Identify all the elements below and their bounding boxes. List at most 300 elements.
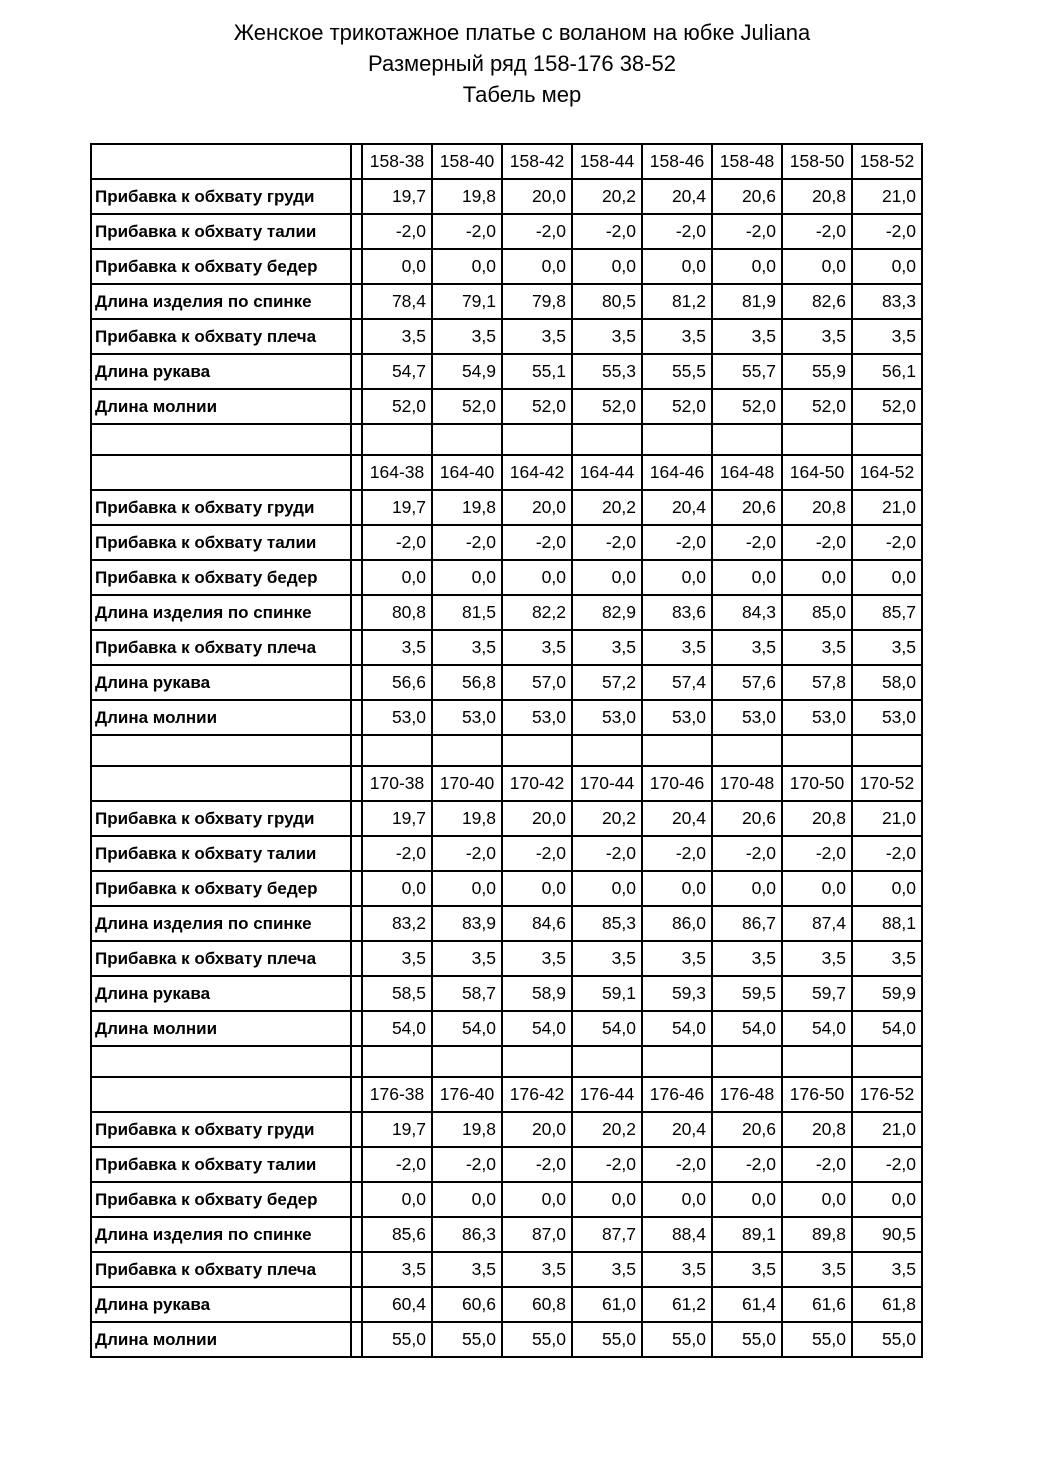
value-cell: 54,0 xyxy=(642,1011,712,1046)
value-cell: 87,4 xyxy=(782,906,852,941)
row-label: Длина рукава xyxy=(91,1287,351,1322)
value-cell: 19,7 xyxy=(362,179,432,214)
size-header-cell: 170-46 xyxy=(642,766,712,801)
value-cell: 61,6 xyxy=(782,1287,852,1322)
value-cell: 90,5 xyxy=(852,1217,922,1252)
value-cell: 54,0 xyxy=(782,1011,852,1046)
gap-cell xyxy=(351,144,362,179)
size-header-cell: 176-38 xyxy=(362,1077,432,1112)
value-cell: 61,4 xyxy=(712,1287,782,1322)
value-cell: 3,5 xyxy=(642,319,712,354)
gap-cell xyxy=(351,941,362,976)
value-cell: -2,0 xyxy=(712,214,782,249)
value-cell: 52,0 xyxy=(502,389,572,424)
value-cell: 55,3 xyxy=(572,354,642,389)
value-cell: -2,0 xyxy=(432,1147,502,1182)
value-cell: 52,0 xyxy=(362,389,432,424)
separator-cell xyxy=(852,735,922,766)
separator-cell xyxy=(362,424,432,455)
gap-cell xyxy=(351,1287,362,1322)
gap-cell xyxy=(351,766,362,801)
table-row xyxy=(91,941,922,976)
size-header-cell: 158-38 xyxy=(362,144,432,179)
value-cell: -2,0 xyxy=(502,1147,572,1182)
value-cell: 0,0 xyxy=(782,560,852,595)
table-separator xyxy=(91,1046,922,1077)
value-cell: 53,0 xyxy=(712,700,782,735)
value-cell: 55,0 xyxy=(852,1322,922,1357)
table-separator xyxy=(91,424,922,455)
value-cell: 20,0 xyxy=(502,1112,572,1147)
value-cell: -2,0 xyxy=(432,525,502,560)
value-cell: 3,5 xyxy=(502,319,572,354)
separator-cell xyxy=(642,1046,712,1077)
value-cell: 58,5 xyxy=(362,976,432,1011)
value-cell: 0,0 xyxy=(572,249,642,284)
value-cell: 59,1 xyxy=(572,976,642,1011)
value-cell: 0,0 xyxy=(642,560,712,595)
value-cell: 20,2 xyxy=(572,801,642,836)
value-cell: 61,8 xyxy=(852,1287,922,1322)
value-cell: 86,7 xyxy=(712,906,782,941)
value-cell: 20,8 xyxy=(782,801,852,836)
value-cell: 0,0 xyxy=(502,871,572,906)
value-cell: 19,8 xyxy=(432,179,502,214)
value-cell: 3,5 xyxy=(712,1252,782,1287)
row-label: Прибавка к обхвату груди xyxy=(91,1112,351,1147)
value-cell: 3,5 xyxy=(572,630,642,665)
table-row xyxy=(91,249,922,284)
table-row xyxy=(91,871,922,906)
value-cell: 52,0 xyxy=(432,389,502,424)
value-cell: -2,0 xyxy=(432,836,502,871)
size-header-row xyxy=(91,144,922,179)
value-cell: 83,2 xyxy=(362,906,432,941)
value-cell: 60,4 xyxy=(362,1287,432,1322)
row-label: Длина изделия по спинке xyxy=(91,595,351,630)
value-cell: 20,0 xyxy=(502,179,572,214)
value-cell: 3,5 xyxy=(852,630,922,665)
value-cell: 0,0 xyxy=(362,1182,432,1217)
value-cell: -2,0 xyxy=(642,836,712,871)
row-label: Длина молнии xyxy=(91,389,351,424)
separator-cell xyxy=(362,735,432,766)
value-cell: 85,7 xyxy=(852,595,922,630)
value-cell: 87,7 xyxy=(572,1217,642,1252)
value-cell: 89,8 xyxy=(782,1217,852,1252)
value-cell: -2,0 xyxy=(432,214,502,249)
value-cell: 61,0 xyxy=(572,1287,642,1322)
size-header-row xyxy=(91,1077,922,1112)
table-row xyxy=(91,389,922,424)
gap-cell xyxy=(351,1077,362,1112)
document-title: Женское трикотажное платье с воланом на юбке Juliana xyxy=(233,20,811,45)
value-cell: 54,0 xyxy=(362,1011,432,1046)
value-cell: -2,0 xyxy=(782,214,852,249)
separator-cell xyxy=(351,424,362,455)
value-cell: 54,0 xyxy=(852,1011,922,1046)
value-cell: 0,0 xyxy=(502,249,572,284)
value-cell: 20,6 xyxy=(712,179,782,214)
gap-cell xyxy=(351,1112,362,1147)
gap-cell xyxy=(351,595,362,630)
size-header-cell: 158-44 xyxy=(572,144,642,179)
value-cell: 19,8 xyxy=(432,801,502,836)
value-cell: 3,5 xyxy=(572,1252,642,1287)
value-cell: 58,7 xyxy=(432,976,502,1011)
value-cell: 21,0 xyxy=(852,179,922,214)
value-cell: 20,2 xyxy=(572,1112,642,1147)
value-cell: 55,0 xyxy=(572,1322,642,1357)
size-header-cell: 170-48 xyxy=(712,766,782,801)
value-cell: 19,7 xyxy=(362,1112,432,1147)
value-cell: -2,0 xyxy=(572,214,642,249)
size-header-cell: 158-48 xyxy=(712,144,782,179)
header-corner-cell xyxy=(91,1077,351,1112)
row-label: Прибавка к обхвату талии xyxy=(91,525,351,560)
value-cell: 87,0 xyxy=(502,1217,572,1252)
table-row xyxy=(91,836,922,871)
value-cell: 3,5 xyxy=(642,630,712,665)
value-cell: 53,0 xyxy=(642,700,712,735)
value-cell: 0,0 xyxy=(852,249,922,284)
gap-cell xyxy=(351,389,362,424)
value-cell: 0,0 xyxy=(432,871,502,906)
value-cell: -2,0 xyxy=(852,1147,922,1182)
row-label: Длина рукава xyxy=(91,665,351,700)
value-cell: 3,5 xyxy=(852,941,922,976)
value-cell: 82,6 xyxy=(782,284,852,319)
separator-cell xyxy=(432,735,502,766)
row-label: Прибавка к обхвату талии xyxy=(91,836,351,871)
separator-cell xyxy=(782,735,852,766)
value-cell: 0,0 xyxy=(362,560,432,595)
header-corner-cell xyxy=(91,766,351,801)
row-label: Прибавка к обхвату талии xyxy=(91,1147,351,1182)
size-header-cell: 158-52 xyxy=(852,144,922,179)
value-cell: 0,0 xyxy=(712,871,782,906)
value-cell: -2,0 xyxy=(362,836,432,871)
separator-cell xyxy=(852,1046,922,1077)
value-cell: 55,0 xyxy=(782,1322,852,1357)
row-label: Прибавка к обхвату бедер xyxy=(91,1182,351,1217)
value-cell: 0,0 xyxy=(852,1182,922,1217)
row-label: Длина молнии xyxy=(91,700,351,735)
value-cell: -2,0 xyxy=(572,1147,642,1182)
size-header-cell: 164-48 xyxy=(712,455,782,490)
table-row xyxy=(91,284,922,319)
table-row xyxy=(91,319,922,354)
value-cell: 20,6 xyxy=(712,801,782,836)
value-cell: 53,0 xyxy=(502,700,572,735)
value-cell: -2,0 xyxy=(362,525,432,560)
separator-cell xyxy=(91,735,351,766)
separator-cell xyxy=(572,424,642,455)
separator-cell xyxy=(502,1046,572,1077)
value-cell: 0,0 xyxy=(782,249,852,284)
separator-cell xyxy=(91,1046,351,1077)
value-cell: -2,0 xyxy=(852,525,922,560)
table-row xyxy=(91,214,922,249)
header-corner-cell xyxy=(91,455,351,490)
table-row xyxy=(91,1182,922,1217)
row-label: Прибавка к обхвату бедер xyxy=(91,560,351,595)
size-header-cell: 158-42 xyxy=(502,144,572,179)
table-row xyxy=(91,1011,922,1046)
value-cell: 86,3 xyxy=(432,1217,502,1252)
size-header-cell: 176-46 xyxy=(642,1077,712,1112)
size-header-cell: 170-44 xyxy=(572,766,642,801)
value-cell: 3,5 xyxy=(362,941,432,976)
table-row xyxy=(91,976,922,1011)
value-cell: 0,0 xyxy=(712,560,782,595)
size-header-cell: 164-42 xyxy=(502,455,572,490)
value-cell: 3,5 xyxy=(362,630,432,665)
gap-cell xyxy=(351,1217,362,1252)
value-cell: 3,5 xyxy=(502,1252,572,1287)
table-row xyxy=(91,179,922,214)
value-cell: 53,0 xyxy=(852,700,922,735)
value-cell: 59,5 xyxy=(712,976,782,1011)
value-cell: 0,0 xyxy=(852,871,922,906)
value-cell: 55,0 xyxy=(502,1322,572,1357)
value-cell: 20,4 xyxy=(642,1112,712,1147)
gap-cell xyxy=(351,836,362,871)
value-cell: 83,3 xyxy=(852,284,922,319)
value-cell: 56,8 xyxy=(432,665,502,700)
row-label: Прибавка к обхвату плеча xyxy=(91,319,351,354)
value-cell: 82,2 xyxy=(502,595,572,630)
value-cell: -2,0 xyxy=(572,836,642,871)
value-cell: 85,0 xyxy=(782,595,852,630)
value-cell: 0,0 xyxy=(432,1182,502,1217)
value-cell: 20,4 xyxy=(642,179,712,214)
gap-cell xyxy=(351,665,362,700)
row-label: Длина изделия по спинке xyxy=(91,906,351,941)
value-cell: 0,0 xyxy=(642,249,712,284)
value-cell: -2,0 xyxy=(362,1147,432,1182)
gap-cell xyxy=(351,871,362,906)
value-cell: -2,0 xyxy=(502,836,572,871)
value-cell: 55,0 xyxy=(642,1322,712,1357)
table-row xyxy=(91,490,922,525)
value-cell: 20,4 xyxy=(642,801,712,836)
value-cell: -2,0 xyxy=(502,525,572,560)
value-cell: 89,1 xyxy=(712,1217,782,1252)
size-header-cell: 170-52 xyxy=(852,766,922,801)
value-cell: 55,9 xyxy=(782,354,852,389)
separator-cell xyxy=(502,735,572,766)
value-cell: 0,0 xyxy=(782,1182,852,1217)
gap-cell xyxy=(351,700,362,735)
value-cell: 61,2 xyxy=(642,1287,712,1322)
separator-cell xyxy=(351,735,362,766)
value-cell: 55,5 xyxy=(642,354,712,389)
value-cell: 54,0 xyxy=(572,1011,642,1046)
separator-cell xyxy=(712,424,782,455)
value-cell: 79,1 xyxy=(432,284,502,319)
size-header-cell: 158-46 xyxy=(642,144,712,179)
row-label: Прибавка к обхвату груди xyxy=(91,490,351,525)
value-cell: 20,0 xyxy=(502,801,572,836)
size-header-row xyxy=(91,455,922,490)
value-cell: 53,0 xyxy=(432,700,502,735)
value-cell: 84,3 xyxy=(712,595,782,630)
row-label: Прибавка к обхвату талии xyxy=(91,214,351,249)
gap-cell xyxy=(351,1322,362,1357)
value-cell: 21,0 xyxy=(852,490,922,525)
value-cell: 79,8 xyxy=(502,284,572,319)
value-cell: 3,5 xyxy=(782,319,852,354)
value-cell: 3,5 xyxy=(852,1252,922,1287)
value-cell: 3,5 xyxy=(502,941,572,976)
gap-cell xyxy=(351,630,362,665)
value-cell: 78,4 xyxy=(362,284,432,319)
value-cell: 54,0 xyxy=(432,1011,502,1046)
size-header-cell: 176-40 xyxy=(432,1077,502,1112)
separator-cell xyxy=(642,735,712,766)
size-header-cell: 158-50 xyxy=(782,144,852,179)
size-table xyxy=(90,143,923,1358)
gap-cell xyxy=(351,801,362,836)
gap-cell xyxy=(351,906,362,941)
value-cell: 58,0 xyxy=(852,665,922,700)
value-cell: 19,8 xyxy=(432,490,502,525)
value-cell: 0,0 xyxy=(782,871,852,906)
value-cell: 0,0 xyxy=(362,249,432,284)
size-header-cell: 170-50 xyxy=(782,766,852,801)
table-row xyxy=(91,354,922,389)
value-cell: 3,5 xyxy=(712,941,782,976)
separator-cell xyxy=(432,424,502,455)
value-cell: 3,5 xyxy=(432,319,502,354)
value-cell: 80,5 xyxy=(572,284,642,319)
value-cell: 57,6 xyxy=(712,665,782,700)
header-corner-cell xyxy=(91,144,351,179)
value-cell: 3,5 xyxy=(502,630,572,665)
separator-cell xyxy=(362,1046,432,1077)
value-cell: 55,7 xyxy=(712,354,782,389)
value-cell: 21,0 xyxy=(852,1112,922,1147)
row-label: Длина молнии xyxy=(91,1011,351,1046)
value-cell: 0,0 xyxy=(642,1182,712,1217)
value-cell: 57,8 xyxy=(782,665,852,700)
gap-cell xyxy=(351,455,362,490)
value-cell: 52,0 xyxy=(642,389,712,424)
separator-cell xyxy=(642,424,712,455)
row-label: Прибавка к обхвату плеча xyxy=(91,941,351,976)
gap-cell xyxy=(351,179,362,214)
value-cell: 52,0 xyxy=(782,389,852,424)
row-label: Длина рукава xyxy=(91,976,351,1011)
separator-cell xyxy=(712,1046,782,1077)
value-cell: 3,5 xyxy=(782,630,852,665)
row-label: Прибавка к обхвату бедер xyxy=(91,249,351,284)
value-cell: 54,7 xyxy=(362,354,432,389)
value-cell: -2,0 xyxy=(642,525,712,560)
value-cell: 20,8 xyxy=(782,490,852,525)
value-cell: 58,9 xyxy=(502,976,572,1011)
value-cell: 0,0 xyxy=(432,249,502,284)
value-cell: 88,4 xyxy=(642,1217,712,1252)
row-label: Прибавка к обхвату груди xyxy=(91,179,351,214)
value-cell: 20,8 xyxy=(782,179,852,214)
size-header-cell: 158-40 xyxy=(432,144,502,179)
value-cell: 54,9 xyxy=(432,354,502,389)
value-cell: 0,0 xyxy=(712,1182,782,1217)
table-row xyxy=(91,595,922,630)
value-cell: -2,0 xyxy=(502,214,572,249)
value-cell: 3,5 xyxy=(852,319,922,354)
value-cell: -2,0 xyxy=(362,214,432,249)
size-header-cell: 176-42 xyxy=(502,1077,572,1112)
value-cell: 20,8 xyxy=(782,1112,852,1147)
value-cell: 59,3 xyxy=(642,976,712,1011)
value-cell: -2,0 xyxy=(852,214,922,249)
value-cell: 3,5 xyxy=(362,319,432,354)
value-cell: -2,0 xyxy=(782,836,852,871)
value-cell: 0,0 xyxy=(572,560,642,595)
size-header-cell: 170-40 xyxy=(432,766,502,801)
row-label: Прибавка к обхвату бедер xyxy=(91,871,351,906)
size-tables xyxy=(90,143,922,1358)
value-cell: 0,0 xyxy=(852,560,922,595)
document-header xyxy=(0,17,1044,110)
value-cell: 0,0 xyxy=(362,871,432,906)
value-cell: 21,0 xyxy=(852,801,922,836)
value-cell: 0,0 xyxy=(712,249,782,284)
value-cell: 53,0 xyxy=(362,700,432,735)
table-row xyxy=(91,1322,922,1357)
size-header-cell: 170-38 xyxy=(362,766,432,801)
value-cell: 81,2 xyxy=(642,284,712,319)
value-cell: 19,7 xyxy=(362,801,432,836)
value-cell: -2,0 xyxy=(572,525,642,560)
value-cell: 52,0 xyxy=(572,389,642,424)
size-header-cell: 164-40 xyxy=(432,455,502,490)
value-cell: 85,3 xyxy=(572,906,642,941)
gap-cell xyxy=(351,319,362,354)
value-cell: -2,0 xyxy=(712,836,782,871)
value-cell: 55,0 xyxy=(362,1322,432,1357)
table-row xyxy=(91,665,922,700)
separator-cell xyxy=(572,1046,642,1077)
value-cell: 86,0 xyxy=(642,906,712,941)
value-cell: -2,0 xyxy=(712,525,782,560)
gap-cell xyxy=(351,976,362,1011)
table-separator xyxy=(91,735,922,766)
value-cell: 52,0 xyxy=(712,389,782,424)
gap-cell xyxy=(351,490,362,525)
table-row xyxy=(91,1147,922,1182)
value-cell: 54,0 xyxy=(502,1011,572,1046)
value-cell: -2,0 xyxy=(712,1147,782,1182)
value-cell: 60,6 xyxy=(432,1287,502,1322)
gap-cell xyxy=(351,354,362,389)
table-row xyxy=(91,700,922,735)
table-row xyxy=(91,525,922,560)
value-cell: 0,0 xyxy=(432,560,502,595)
value-cell: 59,7 xyxy=(782,976,852,1011)
gap-cell xyxy=(351,214,362,249)
size-header-row xyxy=(91,766,922,801)
value-cell: 3,5 xyxy=(432,1252,502,1287)
value-cell: 19,7 xyxy=(362,490,432,525)
separator-cell xyxy=(432,1046,502,1077)
value-cell: 20,6 xyxy=(712,490,782,525)
value-cell: 55,0 xyxy=(712,1322,782,1357)
value-cell: 3,5 xyxy=(642,941,712,976)
